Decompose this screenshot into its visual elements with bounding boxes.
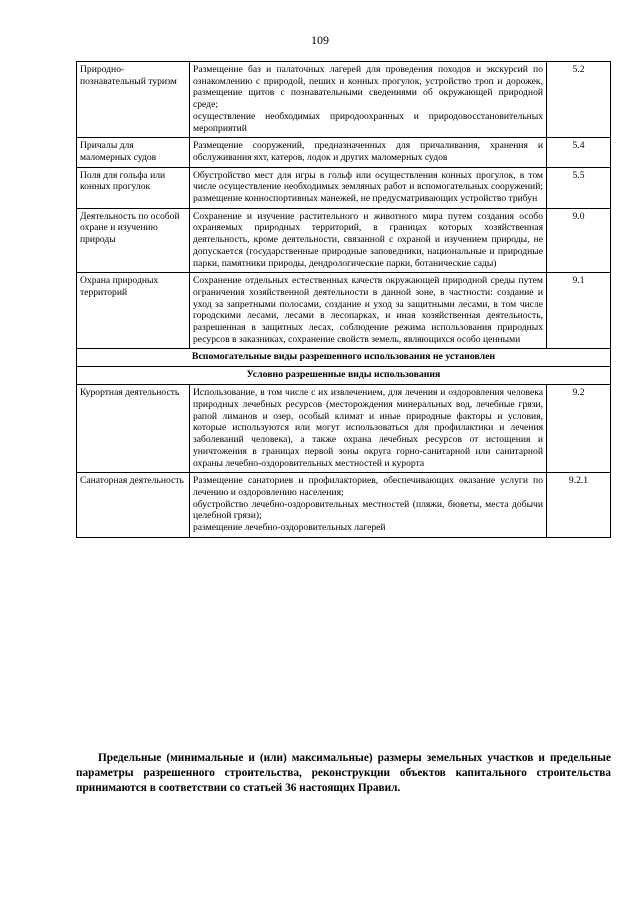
use-type-name: Санаторная деятельность [77,473,190,538]
use-type-description [190,273,547,349]
table-row [77,62,611,138]
use-type-code: 9.1 [547,273,611,349]
description-paragraph: обустройство лечебно-оздоровительных местностей (пляжи, бюветы, места добычи целебной грязи); [193,498,543,522]
section-header-row [77,367,611,385]
description-paragraph: осуществление необходимых природоохранных и природовосстановительных мероприятий [193,110,543,134]
use-type-name: Курортная деятельность [77,385,190,473]
use-type-code: 9.2.1 [547,473,611,538]
section-auxiliary-heading: Вспомогательные виды разрешенного использования не установлен [77,349,611,367]
use-type-description [190,473,547,538]
use-type-description [190,62,547,138]
use-type-name: Деятельность по особой охране и изучению природы [77,208,190,273]
use-type-description [190,138,547,167]
description-paragraph: Обустройство мест для игры в гольф или осуществления конных прогулок, в том числе осуществление необходимых земляных работ и вспомогательных сооружений; размещение конноспортивных манежей, не предусматривающих устройство трибун [193,169,543,205]
footer-paragraph: Предельные (минимальные и (или) максимальные) размеры земельных участков и предельные параметры разрешенного строительства, реконструкции объектов капитального строительства принимаются в соответствии со статьей 36 настоящих Правил. [76,752,611,795]
section-header-row [77,349,611,367]
use-type-description [190,208,547,273]
use-type-code: 5.5 [547,167,611,208]
section-conditional-heading: Условно разрешенные виды использования [77,367,611,385]
table-row [77,167,611,208]
description-paragraph: Размещение сооружений, предназначенных для причаливания, хранения и обслуживания яхт, катеров, лодок и других маломерных судов [193,140,543,163]
use-type-description [190,167,547,208]
table-row [77,208,611,273]
table-row [77,473,611,538]
description-paragraph: Размещение баз и палаточных лагерей для проведения походов и экскурсий по ознакомлению с природой, пеших и конных прогулок, устройство троп и дорожек, размещение щитов с познавательными сведениями об окружающей природной среде; [193,64,543,111]
use-type-name: Причалы для маломерных судов [77,138,190,167]
description-paragraph: Сохранение и изучение растительного и животного мира путем создания особо охраняемых природных территорий, в границах которых хозяйственная деятельность, кроме деятельности, связанной с охраной и изучением природы, не допускается (государственные природные заповедники, национальные и природные парки, памятники природы, дендрологические парки, ботанические сады) [193,210,543,269]
description-paragraph: Сохранение отдельных естественных качеств окружающей природной среды путем ограничения хозяйственной деятельности в данной зоне, в частности: создание и уход за запретными полосами, создание и уход за защитными лесами, в том числе городскими лесами, лесами в лесопарках, и иная хозяйственная деятельность, разрешенная в защитных лесах, соблюдение режима использования природных ресурсов в заказниках, сохранение свойств земель, являющихся особо ценными [193,275,543,345]
table-row [77,273,611,349]
description-paragraph: Размещение санаториев и профилакториев, обеспечивающих оказание услуги по лечению и оздоровлению населения; [193,475,543,498]
use-type-code: 9.0 [547,208,611,273]
use-type-code: 5.2 [547,62,611,138]
land-use-table [76,61,611,538]
table-row [77,385,611,473]
use-type-name: Природно-познавательный туризм [77,62,190,138]
use-type-code: 5.4 [547,138,611,167]
description-paragraph: размещение лечебно-оздоровительных лагерей [193,522,386,534]
use-type-name: Охрана природных территорий [77,273,190,349]
table-row [77,138,611,167]
page-number: 109 [311,33,329,47]
use-type-name: Поля для гольфа или конных прогулок [77,167,190,208]
use-type-description [190,385,547,473]
use-type-code: 9.2 [547,385,611,473]
description-paragraph: Использование, в том числе с их извлечением, для лечения и оздоровления человека природных лечебных ресурсов (месторождения минеральных вод, лечебные грязи, рапой лиманов и озер, особый климат и иные природные факторы и условия, которые используются или могут использоваться для профилактики и лечения заболеваний человека), а также охрана лечебных ресурсов от истощения и уничтожения в границах первой зоны округа горно-санитарной или санитарной охраны лечебно-оздоровительных местностей и курорта [193,387,543,469]
